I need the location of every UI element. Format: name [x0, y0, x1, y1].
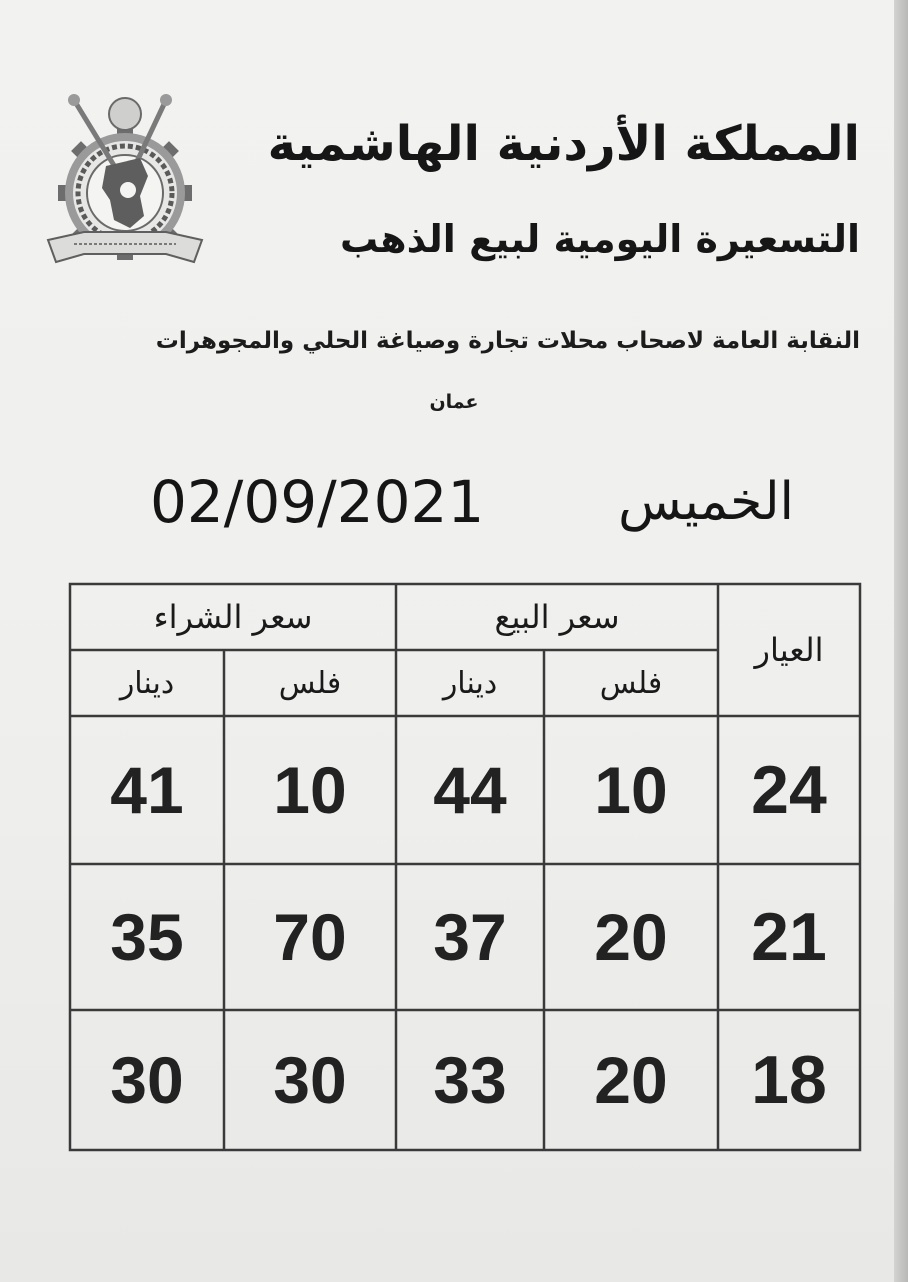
sell-dinar-header: دينار: [442, 665, 498, 701]
row-3-karat: 18: [751, 1042, 827, 1118]
row-3-buy-dinar: 30: [110, 1043, 184, 1117]
row-2-sell-fils: 20: [594, 900, 668, 974]
sell-price-header: سعر البيع: [494, 598, 620, 636]
buy-fils-header: فلس: [278, 665, 342, 701]
date-day: الخميس: [618, 472, 794, 532]
row-2-karat: 21: [751, 899, 827, 975]
organization-name: النقابة العامة لاصحاب محلات تجارة وصياغة الحلي والمجوهرات: [155, 328, 860, 354]
row-2-buy-dinar: 35: [110, 900, 184, 974]
row-2-sell-dinar: 37: [433, 900, 507, 974]
row-1-karat: 24: [751, 752, 827, 828]
date-row: [140, 460, 800, 544]
row-1-sell-fils: 10: [594, 753, 668, 827]
paper-edge-shadow: [894, 0, 908, 1282]
sell-fils-header: فلس: [599, 665, 663, 701]
city-name: عمان: [429, 391, 479, 413]
row-1-buy-dinar: 41: [110, 753, 184, 827]
row-3-sell-dinar: 33: [433, 1043, 507, 1117]
buy-dinar-header: دينار: [119, 665, 175, 701]
row-3-sell-fils: 20: [594, 1043, 668, 1117]
buy-price-header: سعر الشراء: [153, 598, 313, 636]
karat-header: العيار: [754, 631, 824, 669]
syndicate-emblem-icon: [44, 92, 206, 276]
row-1-buy-fils: 10: [273, 753, 347, 827]
row-1-sell-dinar: 44: [433, 753, 507, 827]
daily-pricing-subtitle: التسعيرة اليومية لبيع الذهب: [340, 217, 860, 261]
row-3-buy-fils: 30: [273, 1043, 347, 1117]
gold-price-table: [48, 578, 882, 1158]
kingdom-title: المملكة الأردنية الهاشمية: [267, 116, 860, 172]
date-value: 02/09/2021: [150, 468, 485, 536]
row-2-buy-fils: 70: [273, 900, 347, 974]
